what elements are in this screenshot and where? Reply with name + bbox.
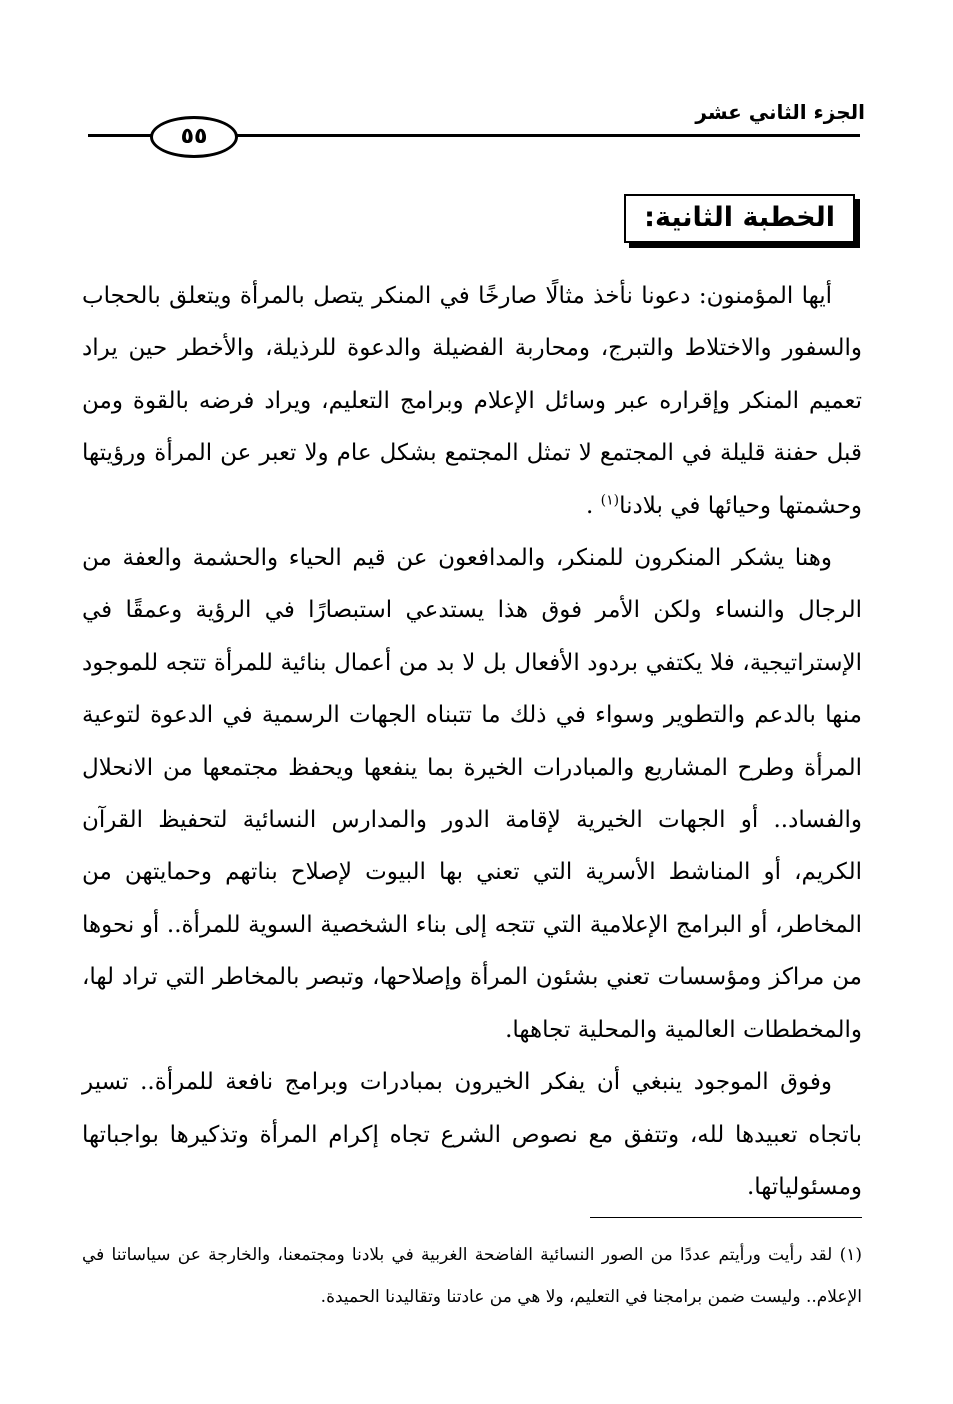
footnote-text: (١) لقد رأيت ورأيتم عددًا من الصور النسائية الفاضحة الغربية في بلادنا ومجتمعنا، والخارجة عن سياساتنا في الإعلام.. وليست ضمن برامجنا في التعليم، ولا هي من عادتنا وتقاليدنا الحميدة.	[82, 1245, 862, 1307]
paragraph	[82, 1056, 862, 1213]
footnote	[82, 1234, 862, 1318]
paragraph-text: وهنا يشكر المنكرون للمنكر، والمدافعون عن قيم الحياء والحشمة والعفة من الرجال والنساء ولكن الأمر فوق هذا يستدعي استبصارًا في الرؤية وعمقًا في الإستراتيجية، فلا يكتفي بردود الأفعال بل لا بد من أعمال بنائية للمرأة تتجه للموجود منها بالدعم والتطوير وسواء في ذلك ما تتبناه الجهات الرسمية في الدعوة لتوعية المرأة وطرح المشاريع والمبادرات الخيرة بما ينفعها ويحفظ مجتمعها من الانحلال والفساد.. أو الجهات الخيرية لإقامة الدور والمدارس النسائية لتحفيظ القرآن الكريم، أو المناشط الأسرية التي تعني بها البيوت لإصلاح بناتهم وحمايتهن من المخاطر، أو البرامج الإعلامية التي تتجه إلى بناء الشخصية السوية للمرأة.. أو نحوها من مراكز ومؤسسات تعني بشئون المرأة وإصلاحها، وتبصر بالمخاطر التي تراد لها، والمخططات العالمية والمحلية تجاهها.	[82, 545, 862, 1043]
paragraph-text: وفوق الموجود ينبغي أن يفكر الخيرون بمبادرات وبرامج نافعة للمرأة.. تسير باتجاه تعبيدها لله، وتتفق مع نصوص الشرع تجاه إكرام المرأة وتذكيرها بواجباتها ومسئولياتها.	[82, 1069, 862, 1200]
body-text	[82, 270, 862, 1213]
paragraph	[82, 270, 862, 532]
paragraph	[82, 532, 862, 1056]
running-title: الجزء الثاني عشر	[695, 100, 865, 124]
paragraph-text: أيها المؤمنون: دعونا نأخذ مثالًا صارخًا في المنكر يتصل بالمرأة ويتعلق بالحجاب والسفور والاختلاط والتبرج، ومحاربة الفضيلة والدعوة للرذيلة، والأخطر حين يراد تعميم المنكر وإقراره عبر وسائل الإعلام وبرامج التعليم، ويراد فرضه بالقوة ومن قبل حفنة قليلة في المجتمع لا تمثل المجتمع بشكل عام ولا تعبر عن المرأة ورؤيتها وحشمتها وحيائها في بلادنا	[82, 283, 862, 519]
footnote-reference[interactable]: (١)	[600, 491, 620, 508]
page-number: ٥٥	[150, 116, 238, 158]
section-heading: الخطبة الثانية:	[624, 194, 855, 243]
paragraph-end: .	[586, 492, 601, 519]
footnote-separator	[590, 1217, 862, 1218]
